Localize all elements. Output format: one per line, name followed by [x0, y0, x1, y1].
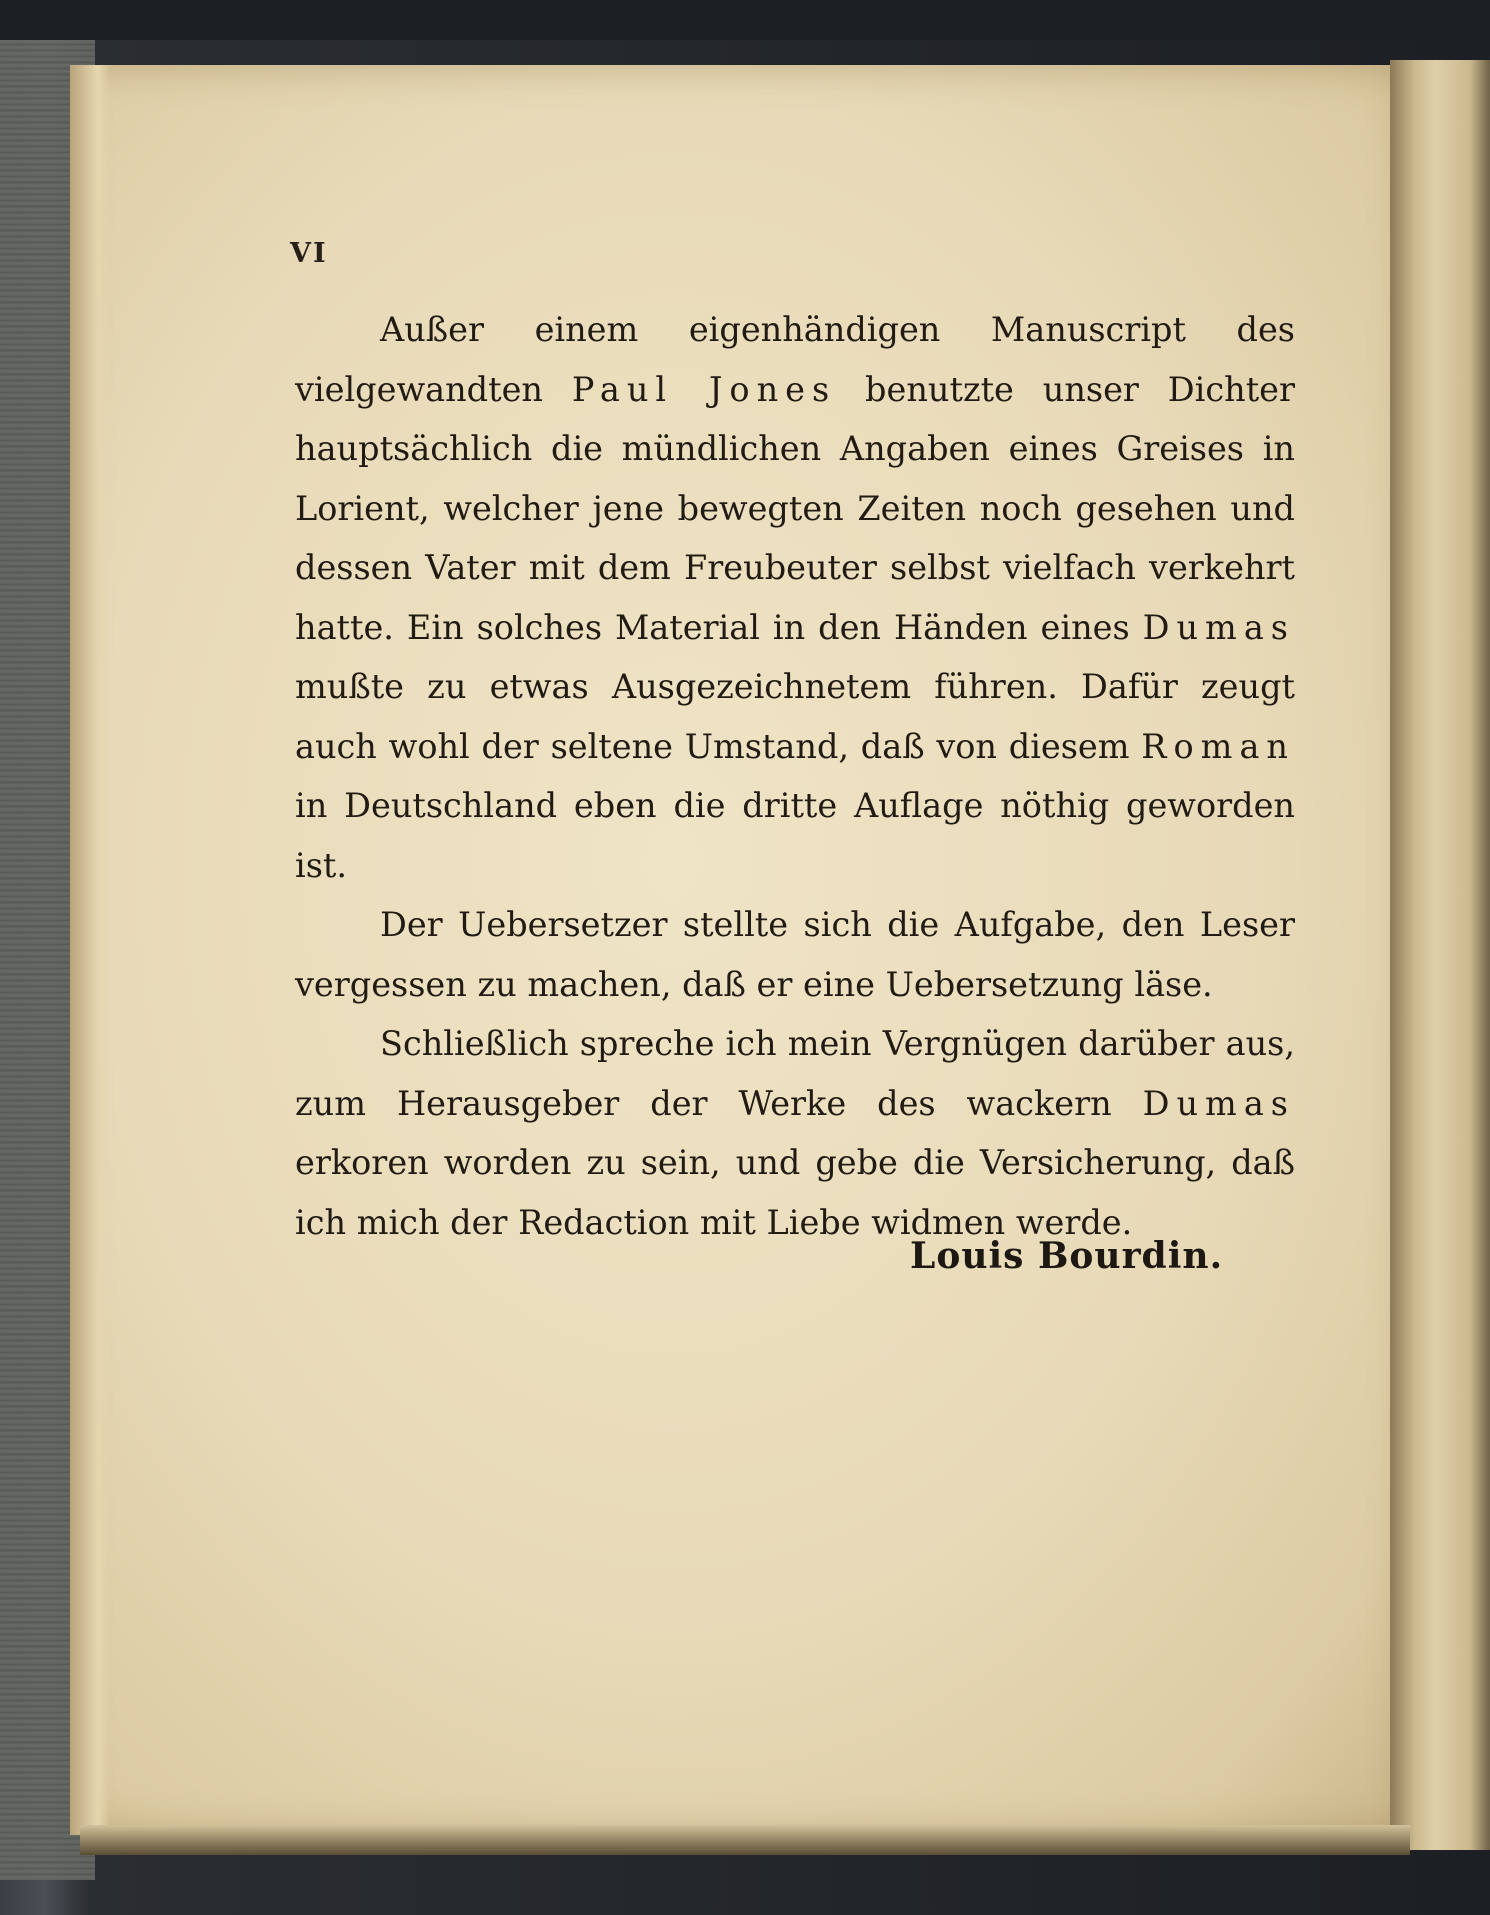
body-text	[295, 300, 1295, 1252]
emphasized-name: Dumas	[1142, 1083, 1295, 1123]
signature: Louis Bourdin.	[910, 1235, 1224, 1277]
text-run: Schließlich spreche ich mein Vergnügen darüber aus, zum Herausgeber der Werke des wackern	[295, 1024, 1295, 1123]
text-run: erkoren worden zu sein, und gebe die Versicherung, daß ich mich der Redaction mit Liebe widmen werde.	[295, 1143, 1295, 1242]
page-number: VI	[290, 238, 328, 269]
page-bottom-edge	[80, 1825, 1410, 1855]
text-run: Außer einem eigenhändigen Manuscript des vielgewandten	[295, 310, 1295, 409]
text-run: mußte zu etwas Ausgezeichnetem führen. Dafür zeugt auch wohl der seltene Umstand, daß von diesem	[295, 667, 1295, 766]
text-run: Der Uebersetzer stellte sich die Aufgabe, den Leser vergessen zu machen, daß er eine Uebersetzung läse.	[295, 905, 1295, 1004]
emphasized-name: Paul Jones	[571, 369, 837, 409]
emphasized-name: Dumas	[1142, 607, 1295, 647]
paragraph	[295, 300, 1295, 895]
text-run: benutzte unser Dichter hauptsächlich die mündlichen Angaben eines Greises in Lorient, welcher jene bewegten Zeiten noch gesehen und dessen Vater mit dem Freubeuter selbst vielfach verkehrt hatte. Ein solches Material in den Händen eines	[295, 369, 1295, 647]
paragraph	[295, 1014, 1295, 1252]
page-left-edge	[70, 65, 110, 1835]
paragraph	[295, 895, 1295, 1014]
emphasized-name: Roman	[1141, 726, 1295, 766]
text-run: in Deutschland eben die dritte Auflage nöthig geworden ist.	[295, 786, 1295, 885]
book-gutter	[1390, 60, 1490, 1850]
